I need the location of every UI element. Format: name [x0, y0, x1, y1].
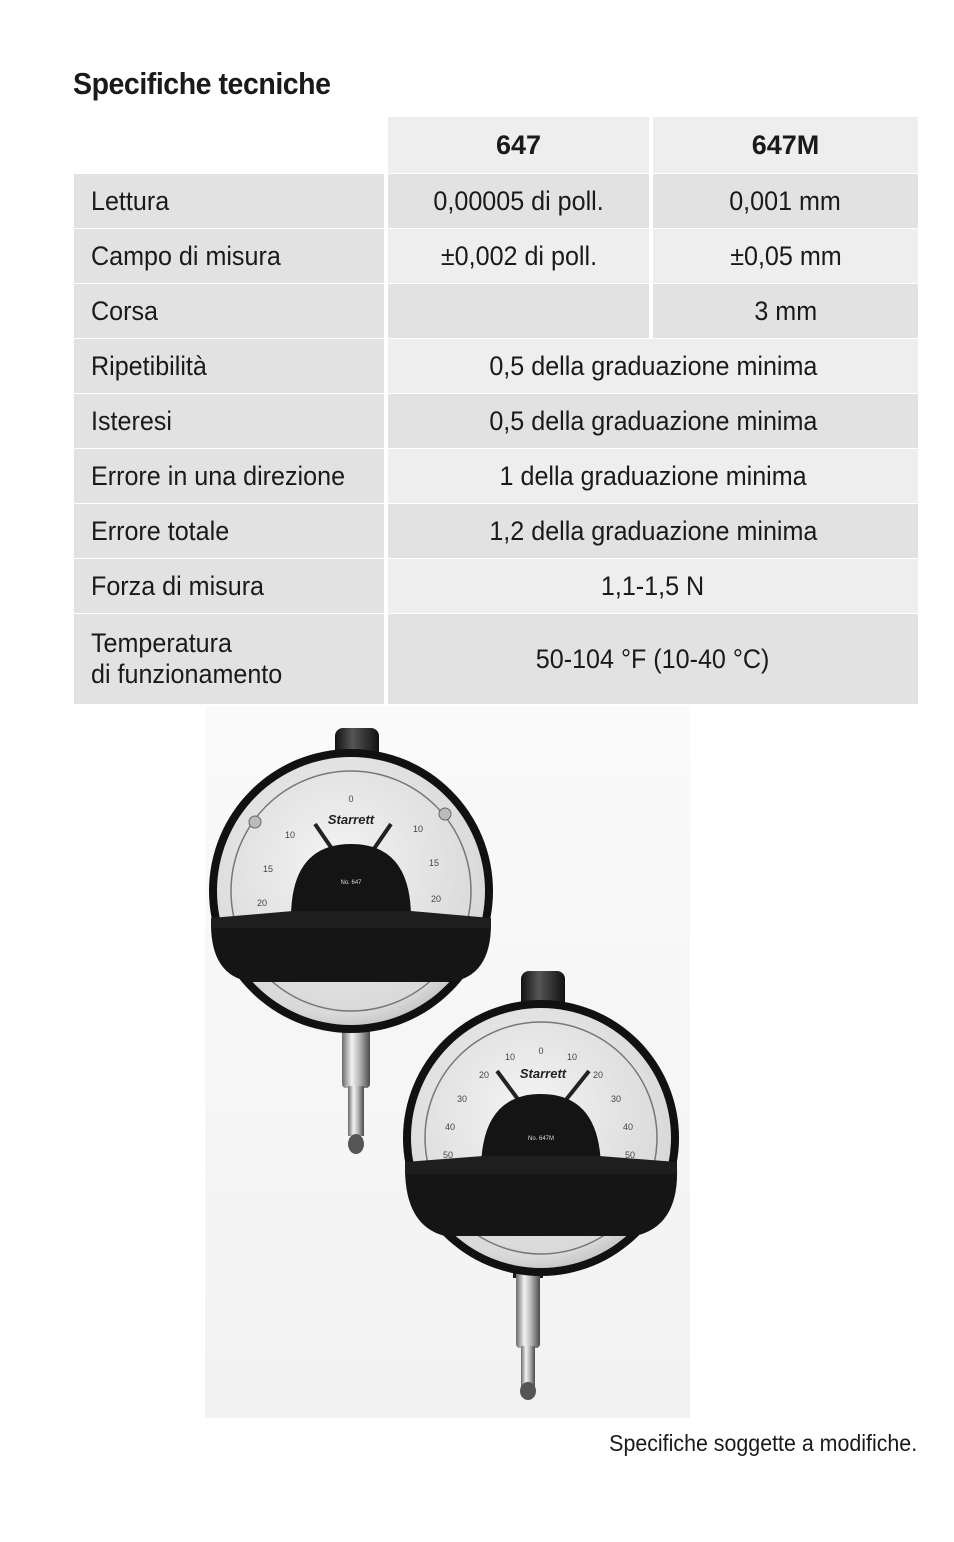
svg-text:30: 30 [457, 1094, 468, 1104]
table-row [74, 339, 918, 394]
value-both: 1,2 della graduazione minima [388, 504, 918, 559]
svg-text:30: 30 [611, 1094, 622, 1104]
svg-text:20: 20 [593, 1070, 604, 1080]
svg-text:10: 10 [505, 1052, 516, 1062]
svg-text:20: 20 [479, 1070, 490, 1080]
spec-table [74, 117, 918, 705]
header-647: 647 [388, 117, 653, 174]
value-647m: ±0,05 mm [653, 229, 918, 284]
row-label: Corsa [74, 284, 388, 339]
value-647 [388, 284, 653, 339]
value-both: 1,1-1,5 N [388, 559, 918, 614]
svg-text:0: 0 [348, 794, 354, 804]
value-647m: 3 mm [653, 284, 918, 339]
value-647: 0,00005 di poll. [388, 174, 653, 229]
row-label: Forza di misura [74, 559, 388, 614]
value-647: ±0,002 di poll. [388, 229, 653, 284]
table-row [74, 559, 918, 614]
table-row [74, 449, 918, 504]
header-blank-cell [74, 117, 388, 174]
row-label: Errore totale [74, 504, 388, 559]
table-row [74, 229, 918, 284]
value-both: 0,5 della graduazione minima [388, 394, 918, 449]
svg-text:15: 15 [263, 864, 274, 874]
table-row [74, 394, 918, 449]
brand-logo: Starrett [327, 812, 375, 827]
svg-text:10: 10 [567, 1052, 578, 1062]
value-both: 0,5 della graduazione minima [388, 339, 918, 394]
svg-text:10: 10 [413, 824, 424, 834]
product-photo [205, 706, 690, 1418]
svg-text:15: 15 [429, 858, 440, 868]
svg-text:40: 40 [623, 1122, 634, 1132]
svg-text:20: 20 [431, 894, 442, 904]
svg-text:0: 0 [538, 1046, 544, 1056]
row-label: Lettura [74, 174, 388, 229]
row-label: Isteresi [74, 394, 388, 449]
page-title: Specifiche tecniche [73, 66, 331, 101]
table-header-row [74, 117, 918, 174]
svg-text:50: 50 [625, 1150, 636, 1160]
footnote: Specifiche soggette a modifiche. [609, 1430, 917, 1456]
value-647m: 0,001 mm [653, 174, 918, 229]
model-plate: No. 647 [340, 880, 362, 886]
table-row [74, 174, 918, 229]
row-label: Campo di misura [74, 229, 388, 284]
value-both: 1 della graduazione minima [388, 449, 918, 504]
svg-text:20: 20 [257, 898, 268, 908]
table-row [74, 614, 918, 705]
table-row [74, 504, 918, 559]
svg-text:10: 10 [285, 830, 296, 840]
row-label: Errore in una direzione [74, 449, 388, 504]
brand-logo: Starrett [519, 1066, 567, 1081]
svg-text:40: 40 [445, 1122, 456, 1132]
svg-text:50: 50 [443, 1150, 454, 1160]
row-label: Ripetibilità [74, 339, 388, 394]
row-label: Temperatura di funzionamento [74, 614, 388, 705]
model-plate: No. 647M [527, 1136, 555, 1142]
header-647m: 647M [653, 117, 918, 174]
table-row [74, 284, 918, 339]
value-both: 50-104 °F (10-40 °C) [388, 614, 918, 705]
